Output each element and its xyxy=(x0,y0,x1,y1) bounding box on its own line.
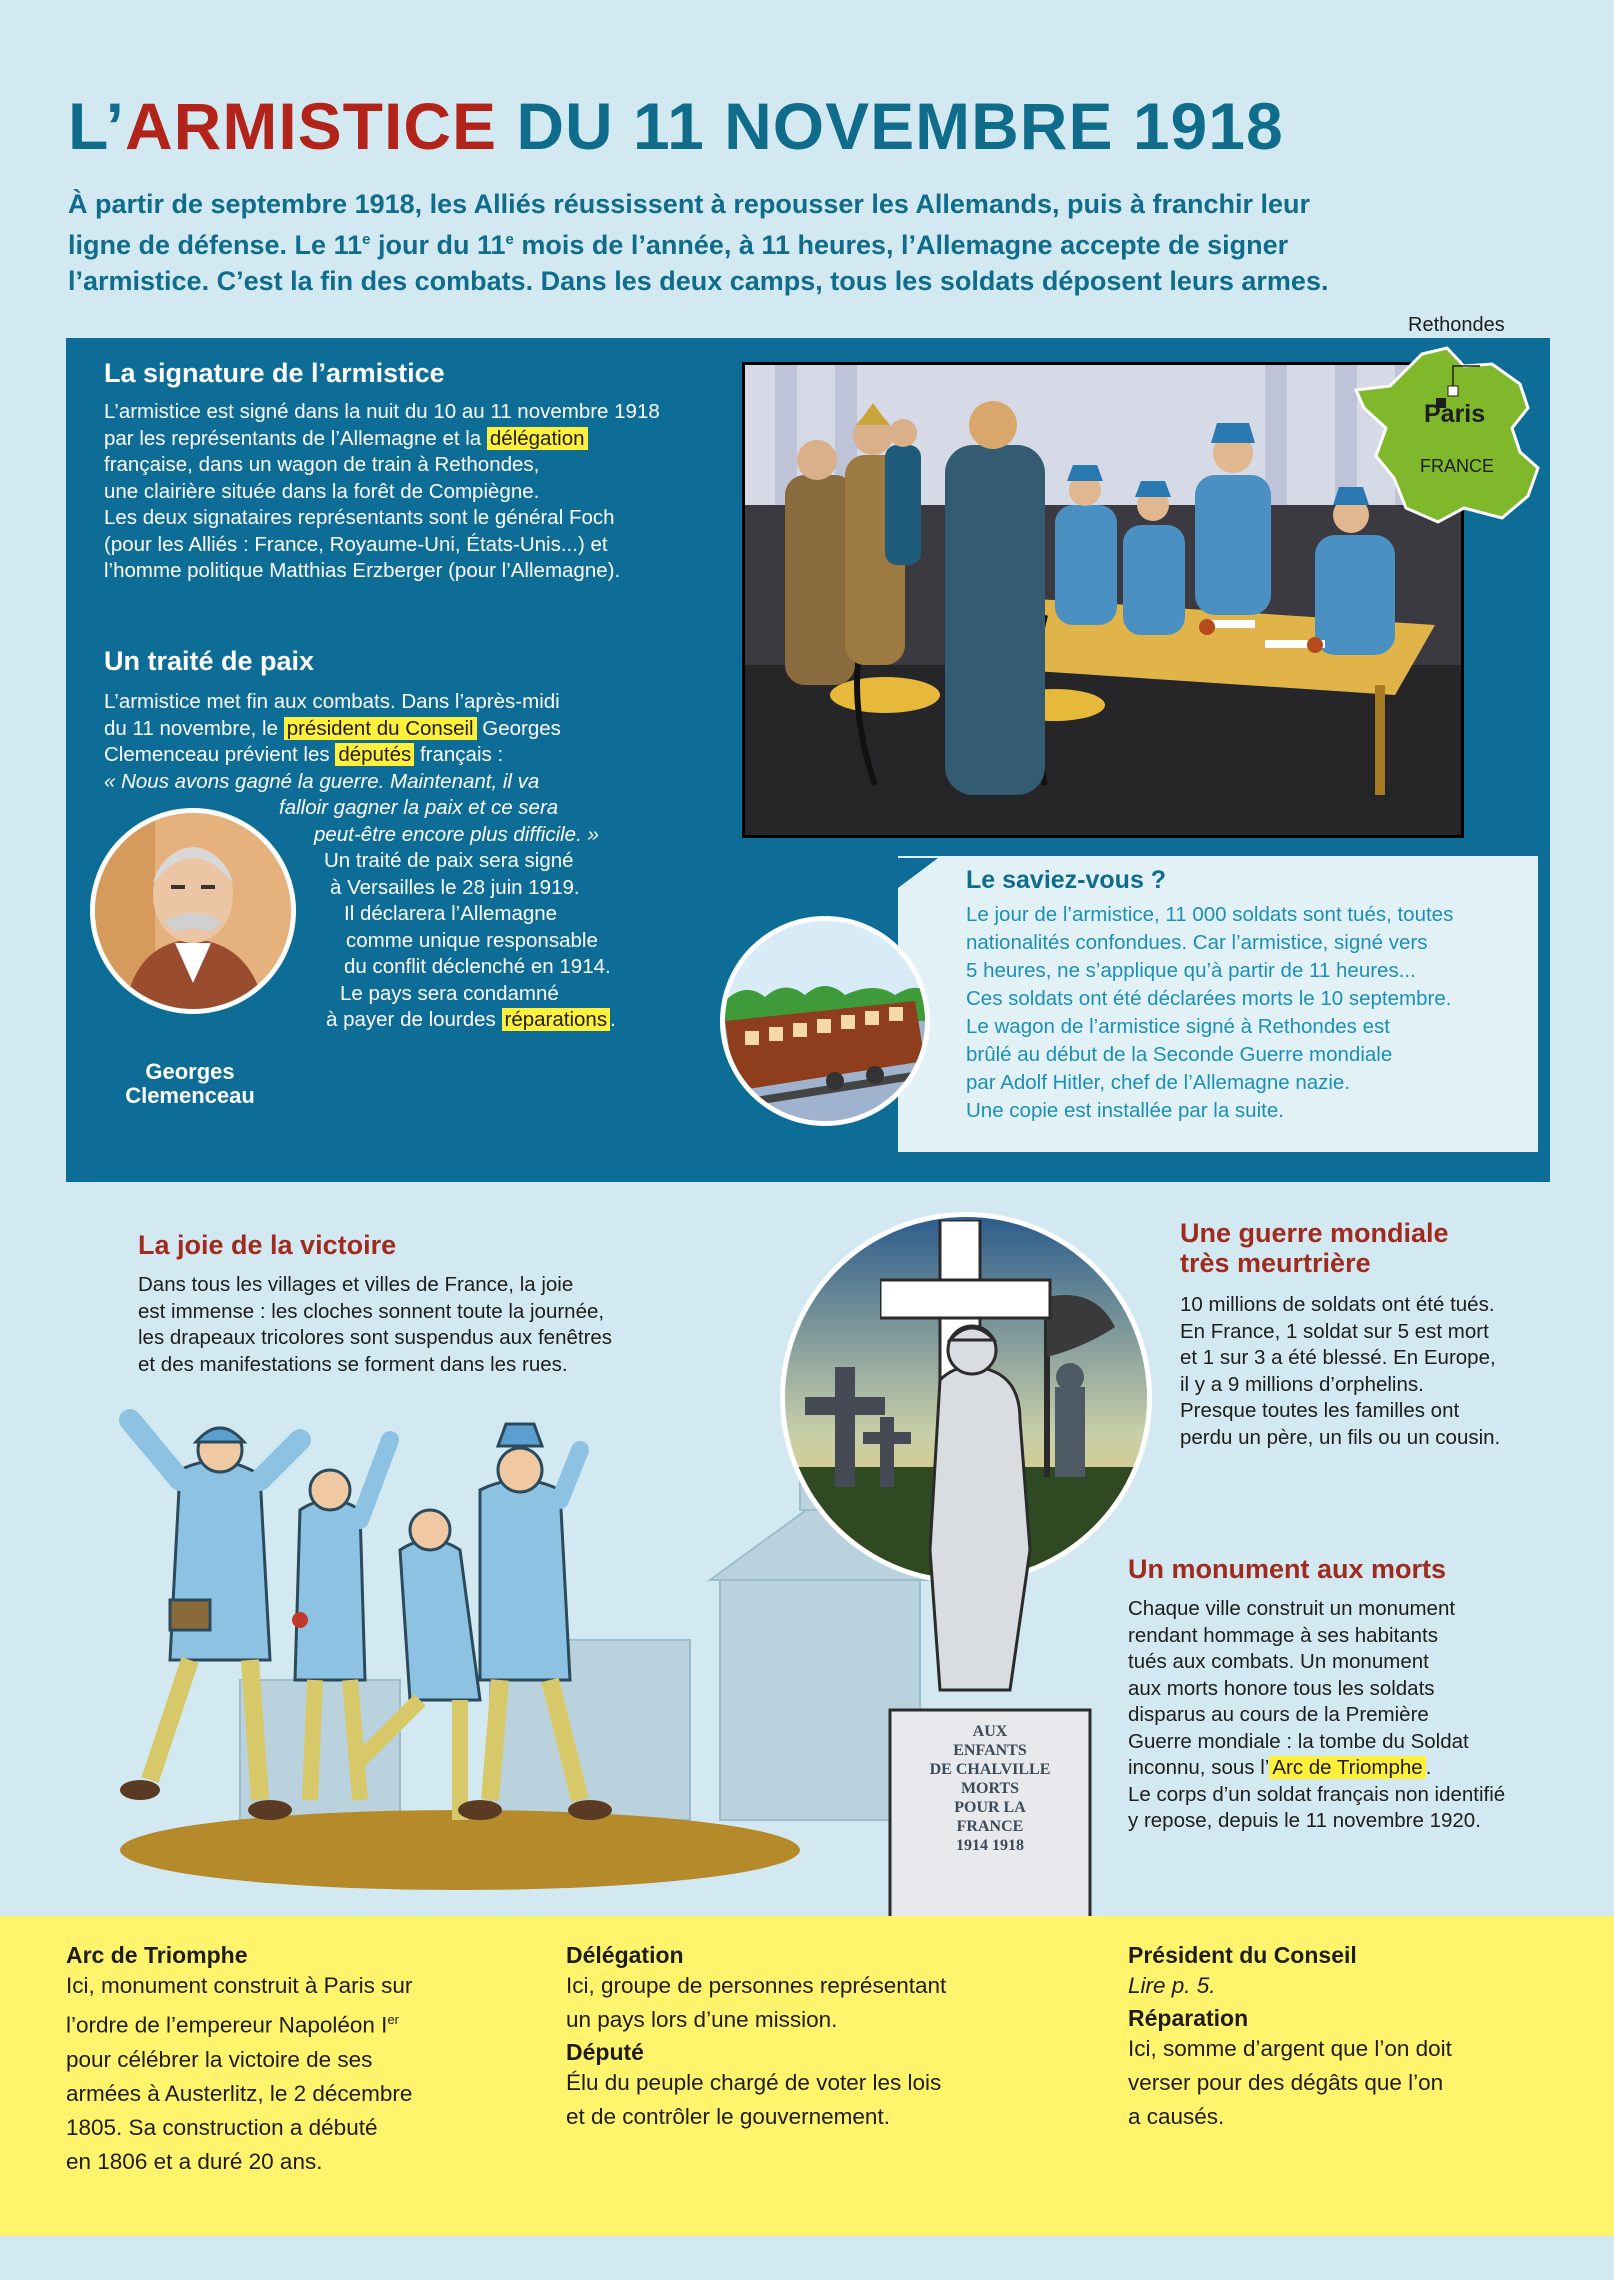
glossary-term-reparations: réparations xyxy=(502,1008,611,1031)
guerre-text: 10 millions de soldats ont été tués. En France, 1 soldat sur 5 est mort et 1 sur 3 a été blessé. En Europe, il y a 9 millions d’orphelins. Presque toutes les familles ont perdu un père, un fils ou un cousin. xyxy=(1180,1293,1501,1449)
glossary-president: Président du Conseil Lire p. 5. Réparation Ici, somme d’argent que l’on doit verser pour des dégâts que l’on a causés. xyxy=(1128,1942,1588,2134)
signature-heading: La signature de l’armistice xyxy=(104,358,445,388)
saviez-vous-box xyxy=(898,856,1538,1152)
glossary-depute: Député xyxy=(566,2039,644,2065)
wagon-illustration xyxy=(720,916,930,1126)
map-paris-label: Paris xyxy=(1424,400,1486,428)
glossary-band xyxy=(0,1916,1614,2236)
saviez-notch xyxy=(898,858,938,888)
monument-text: Chaque ville construit un monument rendant hommage à ses habitants tués aux combats. Un monument aux morts honore tous les soldats disparus au cours de la Première Guerre mondiale : la tombe du Soldat inconnu, sous l’ Arc de Triomphe . Le corps d’un soldat français non identifié y repose, depuis le 11 novembre 1920. xyxy=(1128,1597,1506,1832)
intro-paragraph: À partir de septembre 1918, les Alliés réussissent à repousser les Allemands, puis à franchir leur ligne de défense. Le 11e jour du 11e mois de l’année, à 11 heures, l’Allemagne accepte de signer l’armistice. C’est la fin des combats. Dans les deux camps, tous les soldats déposent leurs armes. xyxy=(68,189,1329,296)
glossary-term-president: président du Conseil xyxy=(284,717,477,740)
monument-section xyxy=(1128,1554,1598,1835)
memorial-plaque: AUX ENFANTS DE CHALVILLE MORTS POUR LA FRANCE 1914 1918 xyxy=(929,1723,1051,1854)
map-france-label: FRANCE xyxy=(1420,456,1495,476)
glossary-term-arc: Arc de Triomphe xyxy=(1269,1756,1425,1779)
saviez-text: Le jour de l’armistice, 11 000 soldats sont tués, toutes nationalités confondues. Car l’armistice, signé vers 5 heures, ne s’applique qu’à partir de 11 heures... Ces soldats ont été déclarées morts le 10 septembre. Le wagon de l’armistice signé à Rethondes est brûlé au début de la Seconde Guerre mondiale par Adolf Hitler, chef de l’Allemagne nazie. Une copie est installée par la suite. xyxy=(966,903,1454,1122)
monument-heading: Un monument aux morts xyxy=(1128,1554,1447,1584)
glossary-term-deputes: députés xyxy=(335,743,414,766)
glossary-arc: Arc de Triomphe Ici, monument construit à Paris sur l’ordre de l’empereur Napoléon Ier pour célébrer la victoire de ses armées à Austerlitz, le 2 décembre 1805. Sa construction a débuté en 1806 et a duré 20 ans. xyxy=(66,1942,413,2174)
glossary-term-delegation: délégation xyxy=(487,427,588,450)
saviez-heading: Le saviez-vous ? xyxy=(966,866,1167,894)
signature-section xyxy=(104,358,734,585)
guerre-heading: Une guerre mondiale très meurtrière xyxy=(1180,1218,1449,1278)
traite-text: L’armistice met fin aux combats. Dans l’après-midi du 11 novembre, le président du Conseil Georges Clemenceau prévient les députés français : « Nous avons gagné la guerre. Maintenant, il va falloir gagner la paix et ce sera peut-être encore plus difficile. » Un traité de paix sera signé à Versailles le 28 juin 1919. Il déclarera l’Allemagne comme unique responsable du conflit déclenché en 1914. Le pays sera condamné à payer de lourdes réparations . xyxy=(104,689,744,1034)
joie-text: Dans tous les villages et villes de France, la joie est immense : les cloches sonnent toute la journée, les drapeaux tricolores sont suspendus aux fenêtres et des manifestations se forment dans les rues. xyxy=(138,1273,613,1376)
guerre-section xyxy=(1180,1218,1580,1451)
france-map xyxy=(1352,346,1542,526)
portrait-caption: Georges Clemenceau xyxy=(125,1059,255,1108)
page-title: L’ARMISTICE DU 11 NOVEMBRE 1918 xyxy=(68,89,1284,163)
title-accent: ARMISTICE xyxy=(125,89,498,163)
signature-text: L’armistice est signé dans la nuit du 10 au 11 novembre 1918 par les représentants de l’Allemagne et la délégation française, dans un wagon de train à Rethondes, une clairière située dans la forêt de Compiègne. Les deux signataires représentants sont le général Foch (pour les Alliés : France, Royaume-Uni, États-Unis...) et l’homme politique Matthias Erzberger (pour l’Allemagne). xyxy=(104,400,660,582)
clemenceau-quote: « Nous avons gagné la guerre. Maintenant, il va xyxy=(104,769,540,793)
joie-section xyxy=(138,1230,758,1378)
map-rethondes-label: Rethondes xyxy=(1408,314,1505,336)
traite-heading: Un traité de paix xyxy=(104,646,315,676)
glossary-reparation: Réparation xyxy=(1128,2005,1249,2031)
joie-heading: La joie de la victoire xyxy=(138,1230,397,1260)
glossary-delegation: Délégation Ici, groupe de personnes représentant un pays lors d’une mission. Député Élu du peuple chargé de voter les lois et de contrôler le gouvernement. xyxy=(566,1942,1066,2134)
clemenceau-portrait xyxy=(90,808,296,1014)
